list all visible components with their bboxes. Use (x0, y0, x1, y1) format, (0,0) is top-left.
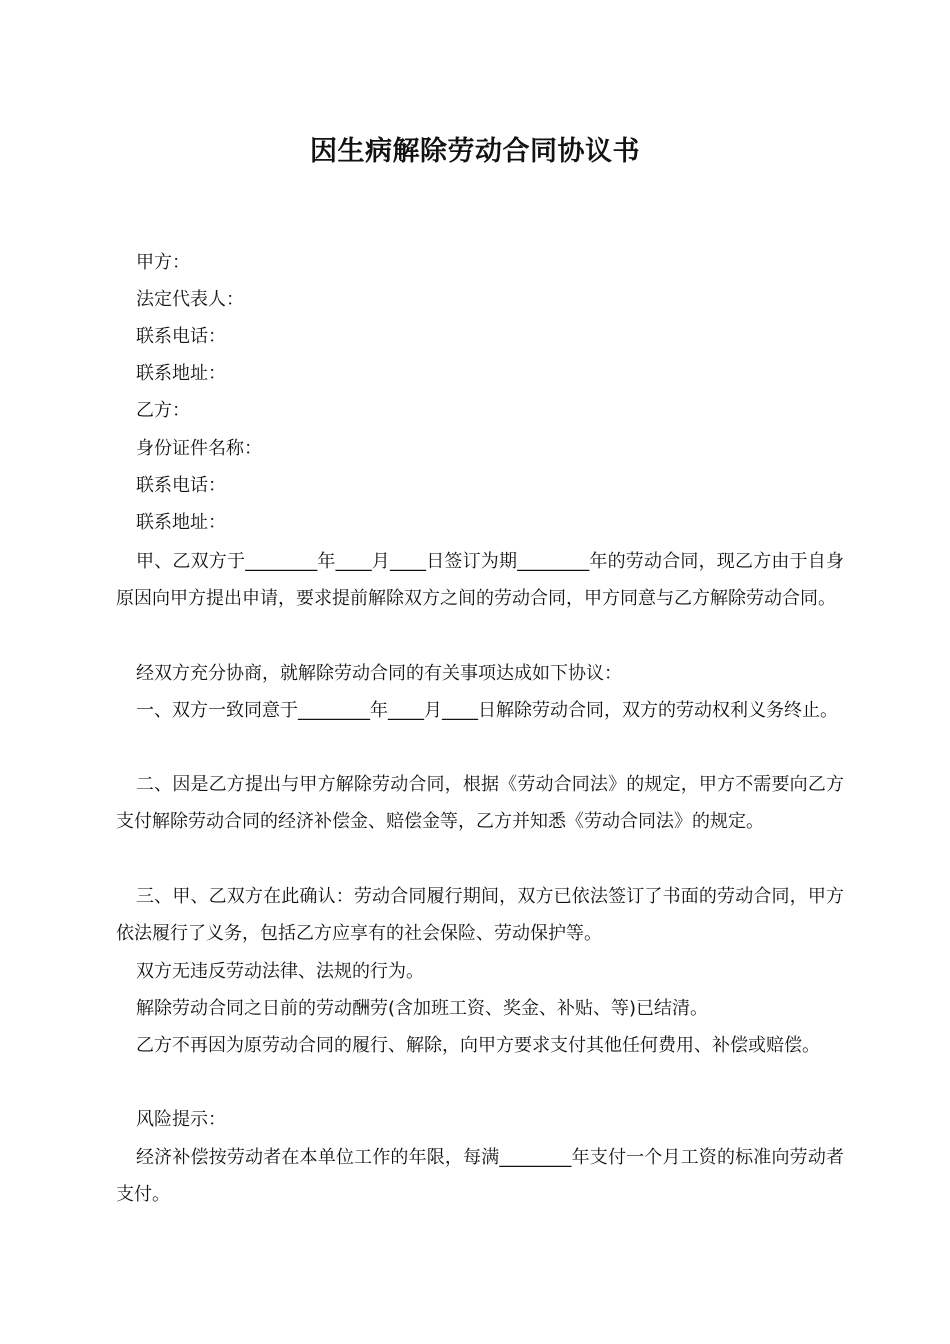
party-a-label: 甲方： (136, 252, 190, 273)
paragraph-remuneration-settled: 解除劳动合同之日前的劳动酬劳(含加班工资、奖金、补贴、等)已结清。 (136, 998, 709, 1019)
party-a-phone-label: 联系电话： (136, 326, 226, 347)
paragraph-no-further-claims: 乙方不再因为原劳动合同的履行、解除，向甲方要求支付其他任何费用、补偿或赔偿。 (136, 1035, 820, 1056)
party-b-address-label: 联系地址： (136, 512, 226, 533)
paragraph-contract-background: 甲、乙双方于________年____月____日签订为期________年的劳动合同，现乙方由于自身原因向甲方提出申请，要求提前解除双方之间的劳动合同，甲方同意与乙方解除劳动合同。 (116, 551, 844, 610)
document-title: 因生病解除劳动合同协议书 (310, 136, 640, 167)
party-b-label: 乙方： (136, 400, 190, 421)
paragraph-clause-1: 一、双方一致同意于________年____月____日解除劳动合同，双方的劳动权利义务终止。 (136, 700, 838, 721)
paragraph-no-violation: 双方无违反劳动法律、法规的行为。 (136, 961, 424, 982)
risk-warning-heading: 风险提示： (136, 1109, 226, 1130)
paragraph-clause-2: 二、因是乙方提出与甲方解除劳动合同，根据《劳动合同法》的规定，甲方不需要向乙方支付解除劳动合同的经济补偿金、赔偿金等，乙方并知悉《劳动合同法》的规定。 (116, 774, 844, 833)
legal-representative-label: 法定代表人： (136, 289, 244, 310)
party-a-address-label: 联系地址： (136, 363, 226, 384)
paragraph-clause-3: 三、甲、乙双方在此确认：劳动合同履行期间，双方已依法签订了书面的劳动合同，甲方依法履行了义务，包括乙方应享有的社会保险、劳动保护等。 (116, 886, 844, 945)
party-b-phone-label: 联系电话： (136, 475, 226, 496)
paragraph-economic-compensation: 经济补偿按劳动者在本单位工作的年限，每满________年支付一个月工资的标准向劳动者支付。 (116, 1147, 844, 1206)
paragraph-negotiation-intro: 经双方充分协商，就解除劳动合同的有关事项达成如下协议： (136, 663, 622, 684)
id-document-label: 身份证件名称： (136, 438, 262, 459)
